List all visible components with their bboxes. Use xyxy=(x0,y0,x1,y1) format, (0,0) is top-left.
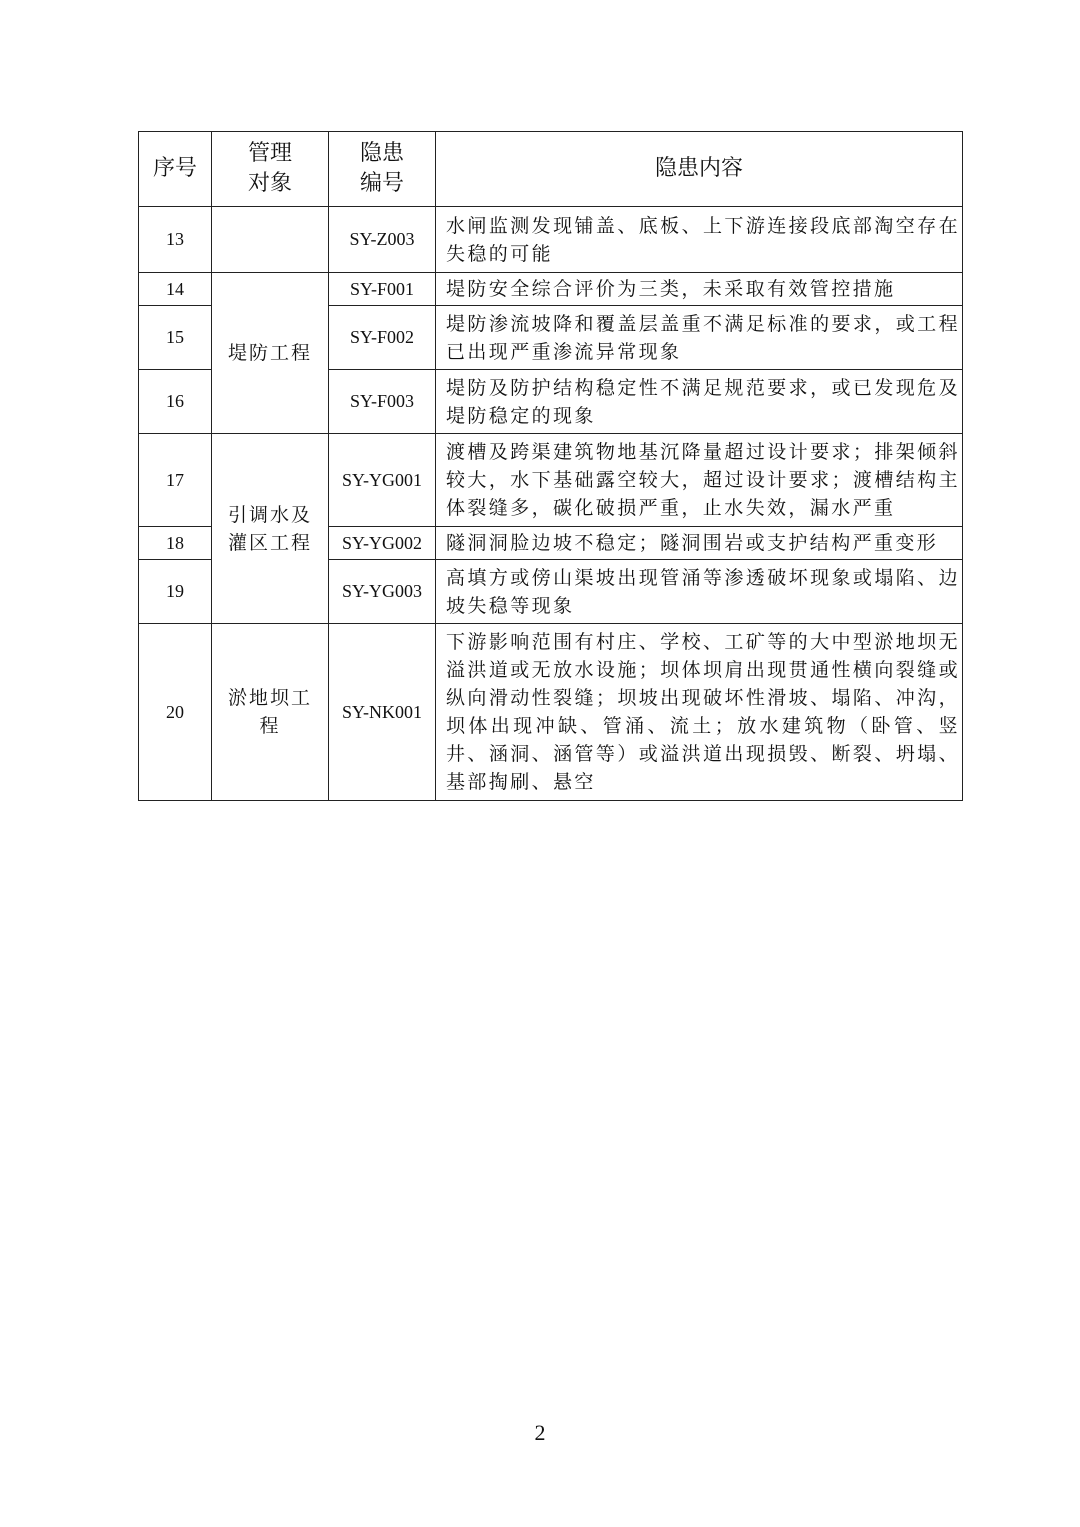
row-code: SY-F001 xyxy=(329,273,436,306)
table-row xyxy=(139,273,963,306)
hazard-table xyxy=(138,131,963,801)
row-code: SY-Z003 xyxy=(329,207,436,273)
row-code: SY-F003 xyxy=(329,370,436,434)
header-code: 隐患编号 xyxy=(329,132,436,207)
row-content: 堤防安全综合评价为三类，未采取有效管控措施 xyxy=(436,273,963,306)
row-no: 20 xyxy=(139,624,212,801)
page-number: 2 xyxy=(534,1420,546,1445)
table-row xyxy=(139,434,963,527)
row-content: 水闸监测发现铺盖、底板、上下游连接段底部淘空存在失稳的可能 xyxy=(436,207,963,273)
row-no: 16 xyxy=(139,370,212,434)
row-code: SY-F002 xyxy=(329,306,436,370)
row-content: 渡槽及跨渠建筑物地基沉降量超过设计要求；排架倾斜较大，水下基础露空较大，超过设计要求；渡槽结构主体裂缝多，碳化破损严重，止水失效，漏水严重 xyxy=(436,434,963,527)
row-no: 17 xyxy=(139,434,212,527)
row-code: SY-YG003 xyxy=(329,560,436,624)
row-no: 19 xyxy=(139,560,212,624)
row-no: 18 xyxy=(139,527,212,560)
table-row xyxy=(139,207,963,273)
row-content: 下游影响范围有村庄、学校、工矿等的大中型淤地坝无溢洪道或无放水设施；坝体坝肩出现贯通性横向裂缝或纵向滑动性裂缝；坝坡出现破坏性滑坡、塌陷、冲沟，坝体出现冲缺、管涌、流土；放水建筑物（卧管、竖井、涵洞、涵管等）或溢洪道出现损毁、断裂、坍塌、基部掏刷、悬空 xyxy=(436,624,963,801)
header-no: 序号 xyxy=(139,132,212,207)
row-no: 14 xyxy=(139,273,212,306)
header-content: 隐患内容 xyxy=(436,132,963,207)
row-content: 堤防渗流坡降和覆盖层盖重不满足标准的要求，或工程已出现严重渗流异常现象 xyxy=(436,306,963,370)
row-object-empty xyxy=(212,207,329,273)
row-no: 13 xyxy=(139,207,212,273)
row-content: 隧洞洞脸边坡不稳定；隧洞围岩或支护结构严重变形 xyxy=(436,527,963,560)
row-code: SY-YG001 xyxy=(329,434,436,527)
group-dike: 堤防工程 xyxy=(212,273,329,434)
row-content: 高填方或傍山渠坡出现管涌等渗透破坏现象或塌陷、边坡失稳等现象 xyxy=(436,560,963,624)
table-header-row xyxy=(139,132,963,207)
row-code: SY-YG002 xyxy=(329,527,436,560)
row-content: 堤防及防护结构稳定性不满足规范要求，或已发现危及堤防稳定的现象 xyxy=(436,370,963,434)
table-row xyxy=(139,624,963,801)
row-code: SY-NK001 xyxy=(329,624,436,801)
group-dam: 淤地坝工程 xyxy=(212,624,329,801)
group-diversion: 引调水及灌区工程 xyxy=(212,434,329,624)
header-object: 管理对象 xyxy=(212,132,329,207)
row-no: 15 xyxy=(139,306,212,370)
